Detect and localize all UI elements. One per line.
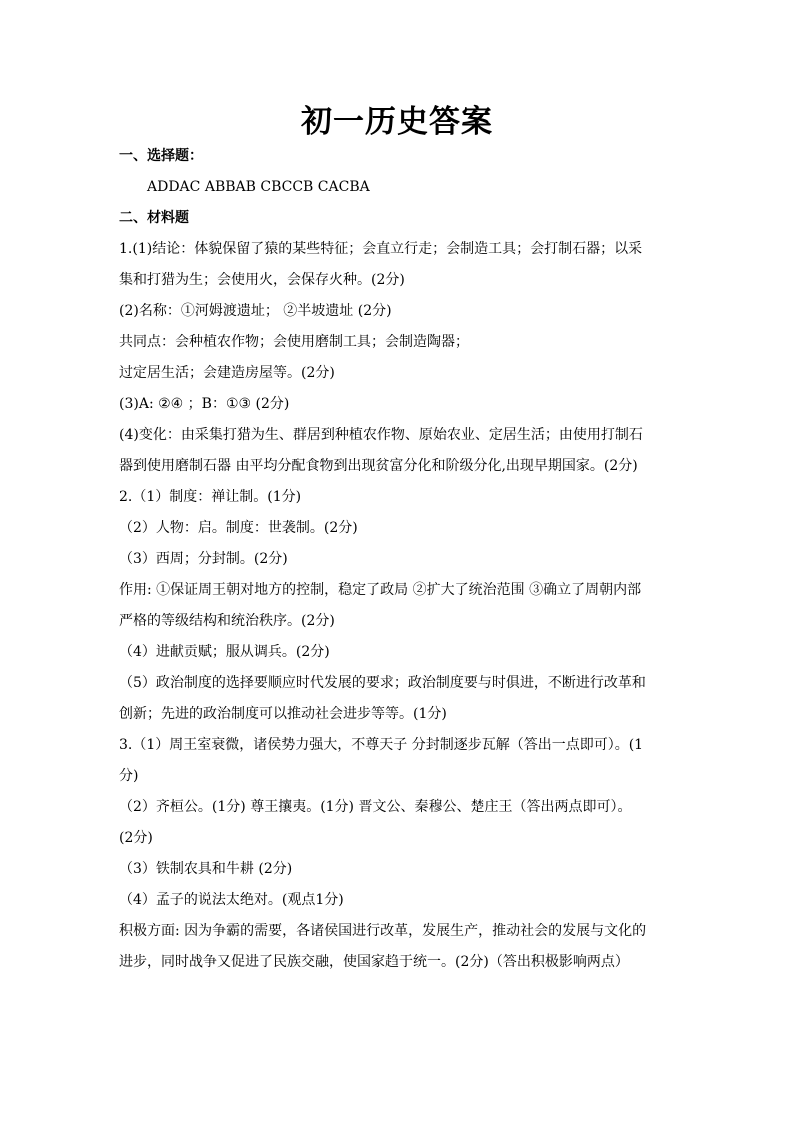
answer-line: 严格的等级结构和统治秩序。(2分) [119,613,335,629]
answer-line: 积极方面: 因为争霸的需要，各诸侯国进行改革，发展生产，推动社会的发展与文化的 [119,923,647,939]
answer-line: 1.(1)结论：体貌保留了猿的某些特征；会直立行走；会制造工具；会打制石器；以采 [119,241,643,257]
answer-body [119,141,679,978]
page-title: 初一历史答案 [301,104,493,140]
answer-line: （4）孟子的说法太绝对。(观点1分) [119,892,344,908]
answer-line: （2）人物：启。制度：世袭制。(2分) [119,520,358,536]
answer-line: 共同点：会种植农作物；会使用磨制工具；会制造陶器； [119,334,469,350]
answer-line: 集和打猎为生；会使用火，会保存火种。(2分) [119,272,405,288]
answer-line: 3.（1）周王室衰微，诸侯势力强大，不尊天子 分封制逐步瓦解（答出一点即可）。(1 [119,737,644,753]
answer-line: 进步，同时战争又促进了民族交融，使国家趋于统一。(2分)（答出积极影响两点） [119,954,629,970]
answer-line: (2)名称：①河姆渡遗址； ②半坡遗址 (2分) [119,303,392,319]
answer-line: 器到使用磨制石器 由平均分配食物到出现贫富分化和阶级分化,出现早期国家。(2分) [119,458,638,474]
answer-line: (3)A: ②④ ；B：①③ (2分) [119,396,290,412]
answer-line: 作用: ①保证周王朝对地方的控制，稳定了政局 ②扩大了统治范围 ③确立了周朝内部 [119,582,642,598]
answer-line: 创新；先进的政治制度可以推动社会进步等等。(1分) [119,706,447,722]
answer-line: ADDAC ABBAB CBCCB CACBA [147,179,370,195]
section-heading: 一、选择题： [119,148,203,164]
answer-line: （3）西周；分封制。(2分) [119,551,288,567]
answer-line: （5）政治制度的选择要顺应时代发展的要求；政治制度要与时俱进，不断进行改革和 [119,675,646,691]
answer-line: （2）齐桓公。(1分) 尊王攘夷。(1分) 晋文公、秦穆公、楚庄王（答出两点即可）。 [119,799,632,815]
answer-line: （4）进献贡赋；服从调兵。(2分) [119,644,330,660]
answer-line: （3）铁制农具和牛耕 (2分) [119,861,293,877]
answer-line: 分) [119,768,139,784]
answer-line: 过定居生活；会建造房屋等。(2分) [119,365,335,381]
answer-line: (2分) [119,830,153,846]
answer-line: (4)变化：由采集打猎为生、群居到种植农作物、原始农业、定居生活；由使用打制石 [119,427,643,443]
answer-line: 2.（1）制度：禅让制。(1分) [119,489,302,505]
section-heading: 二、材料题 [119,210,189,226]
